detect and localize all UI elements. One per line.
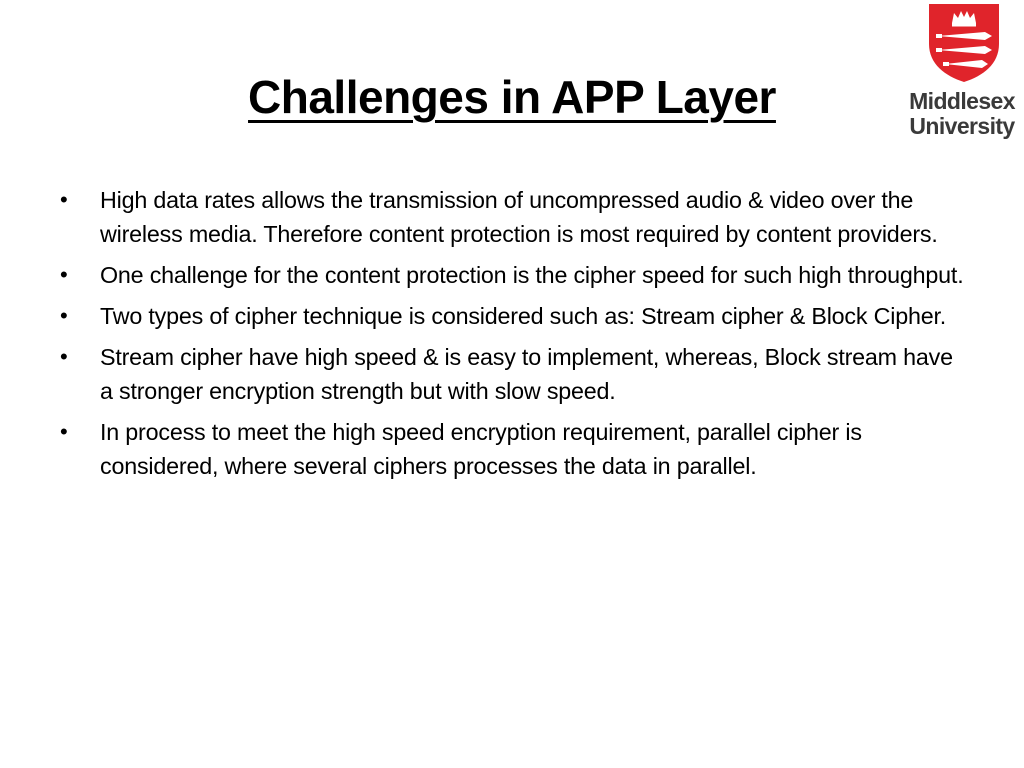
university-logo (902, 2, 1022, 144)
bullet-text: In process to meet the high speed encryption requirement, parallel cipher is considered, where several ciphers processes the data in parallel. (100, 419, 862, 479)
bullet-text: Stream cipher have high speed & is easy to implement, whereas, Block stream have a stronger encryption strength but with slow speed. (100, 344, 953, 404)
shield-icon (927, 2, 1001, 84)
logo-text-line2: University (909, 113, 1015, 139)
bullet-list (56, 183, 971, 490)
bullet-item (56, 340, 971, 408)
bullet-item (56, 299, 971, 333)
bullet-text: One challenge for the content protection is the cipher speed for such high throughput. (100, 262, 964, 288)
bullet-marker: • (60, 187, 68, 212)
bullet-text: Two types of cipher technique is considered such as: Stream cipher & Block Cipher. (100, 303, 947, 329)
bullet-marker: • (60, 344, 68, 369)
bullet-item (56, 258, 971, 292)
logo-text-line1: Middlesex (909, 88, 1015, 114)
bullet-item (56, 183, 971, 251)
bullet-marker: • (60, 262, 68, 287)
slide-title: Challenges in APP Layer (248, 71, 776, 123)
bullet-item (56, 415, 971, 483)
bullet-marker: • (60, 419, 68, 444)
bullet-marker: • (60, 303, 68, 328)
bullet-text: High data rates allows the transmission of uncompressed audio & video over the wireless media. Therefore content protection is most required by content providers. (100, 187, 938, 247)
